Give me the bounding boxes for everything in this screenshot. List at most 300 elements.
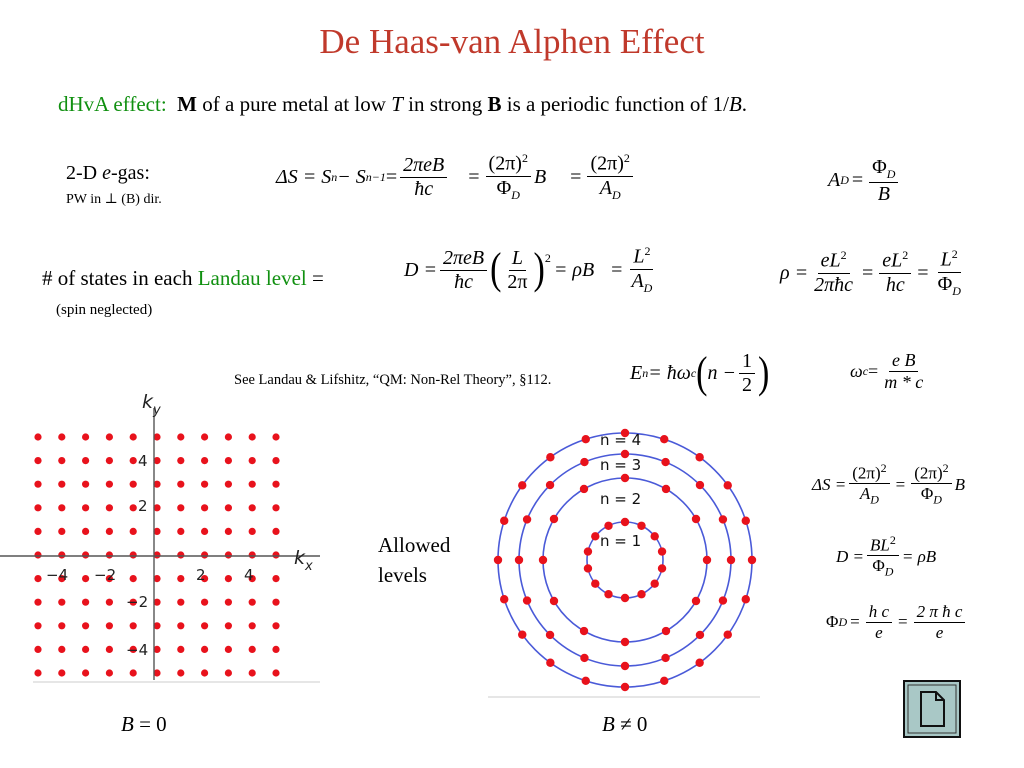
lattice-dot (201, 504, 208, 511)
lattice-dot (177, 504, 184, 511)
frac-2pieb-hbarc-2 (440, 247, 487, 294)
lattice-dot (34, 575, 41, 582)
side-rhob: = ρB (901, 546, 937, 566)
ytick-m4: −4 (126, 641, 149, 659)
lattice-dot (34, 457, 41, 464)
lattice-dot (272, 575, 279, 582)
lattice-dot (82, 575, 89, 582)
ring-dot (500, 595, 508, 603)
ring-dot (651, 579, 659, 587)
eq-d-e: D (643, 280, 653, 295)
ring-dot (591, 532, 599, 540)
intro-t4: . (741, 92, 748, 116)
eq-two-e: 2 (840, 248, 847, 263)
lattice-dot (106, 457, 113, 464)
eq-hc: hc (885, 274, 905, 297)
lattice-grid (34, 433, 279, 676)
allowed-levels-label (378, 530, 450, 590)
lattice-dot (272, 646, 279, 653)
lattice-dot (225, 433, 232, 440)
lattice-dot (34, 599, 41, 606)
landau-rings-plot (480, 420, 770, 710)
side-eq2a: = (850, 612, 860, 632)
lattice-dot (272, 551, 279, 558)
eq-c: c (690, 366, 697, 380)
document-icon[interactable] (903, 680, 961, 738)
ring-dot (523, 596, 531, 604)
eq-eq3: = (570, 165, 582, 188)
frac-2pi2-ad (587, 152, 632, 202)
lattice-dot (58, 433, 65, 440)
eq-eqc: = (917, 261, 929, 284)
ad-equation (828, 156, 901, 206)
ring-dot (651, 532, 659, 540)
omega-equation (850, 350, 929, 392)
intro-Bvar: B (728, 92, 742, 116)
frac-phid-b (869, 156, 898, 206)
lattice-dot (201, 669, 208, 676)
eq-two-d: 2 (644, 244, 651, 258)
ring-dot (661, 458, 669, 466)
ring-dot (584, 547, 592, 555)
intro-t3: is a periodic function of 1/ (501, 92, 729, 116)
eq-eqs: = (385, 165, 398, 188)
lattice-dot (225, 457, 232, 464)
ring-dot (604, 522, 612, 530)
kx-label (294, 547, 313, 574)
xtick-2: 2 (196, 566, 206, 584)
ring-dot (637, 522, 645, 530)
lattice-dot (130, 551, 137, 558)
eq-twopihbarc: 2πħc (814, 274, 854, 297)
side-frac-2pihbarc-e (914, 602, 966, 642)
lattice-dot (201, 433, 208, 440)
intro-t2: in strong (402, 92, 488, 116)
ring-label-n2: n = 2 (600, 490, 642, 508)
lattice-dot (82, 599, 89, 606)
lattice-dot (201, 646, 208, 653)
eq-bden: B (877, 182, 890, 205)
lattice-dot (201, 457, 208, 464)
lattice-dot (249, 646, 256, 653)
lattice-dot (201, 528, 208, 535)
lattice-dot (272, 528, 279, 535)
intro-t1: of a pure metal at low (197, 92, 392, 116)
lattice-dot (82, 622, 89, 629)
lattice-dot (58, 646, 65, 653)
side-two-c: 2 (889, 533, 896, 547)
side-ds: ΔS = (812, 474, 847, 494)
ring-dot (724, 481, 732, 489)
eq-two-f: 2 (902, 248, 909, 263)
ring-dot (660, 677, 668, 685)
landau-eq: = (306, 266, 324, 290)
lattice-dot (34, 646, 41, 653)
side-frac-hc-e (866, 602, 892, 642)
eq-en-sub: n (642, 366, 649, 380)
ring-dot (692, 515, 700, 523)
lattice-dot (177, 433, 184, 440)
lattice-dot (130, 457, 137, 464)
lattice-dot (201, 481, 208, 488)
lattice-dot (225, 551, 232, 558)
degeneracy-equation (404, 245, 658, 295)
allowed-line1: Allowed (378, 533, 451, 557)
frac-l-2pi (504, 247, 530, 294)
ky-label (142, 391, 161, 418)
ring-dot (580, 654, 588, 662)
ring-label-n1: n = 1 (600, 532, 642, 550)
frac-2pieb-hbarc (400, 154, 447, 201)
side-eq: = (895, 474, 906, 494)
eq-twopieb: 2πeB (400, 154, 447, 178)
lattice-dot (272, 622, 279, 629)
ring-dot (546, 481, 554, 489)
lattice-dot (82, 551, 89, 558)
ring-dot (660, 435, 668, 443)
ring-dot (661, 654, 669, 662)
kx-label-sub: x (305, 559, 313, 574)
eq-omega: ω (850, 360, 863, 381)
side-d: D (870, 492, 879, 507)
delta-s-equation (276, 152, 636, 202)
gas-line1b: e (102, 162, 111, 184)
eq-ad2: A (631, 269, 644, 292)
lattice-dot (272, 504, 279, 511)
lattice-dot (272, 457, 279, 464)
side-phi: Φ (826, 612, 839, 632)
lattice-dot (58, 669, 65, 676)
ring-dot (696, 631, 704, 639)
ring-dot (580, 458, 588, 466)
ring-dot (604, 590, 612, 598)
lattice-dot (106, 599, 113, 606)
lattice-dot (225, 669, 232, 676)
eq-n: n (331, 169, 338, 184)
ytick-4: 4 (138, 452, 148, 470)
ring-dot (748, 556, 756, 564)
side-e2: e (935, 622, 944, 642)
ring-dot (515, 556, 523, 564)
ring-dot (742, 517, 750, 525)
lattice-dot (106, 551, 113, 558)
lattice-dot (201, 599, 208, 606)
eq-eql: = (611, 258, 623, 281)
document-icon-graphic (903, 680, 961, 738)
lattice-dot (177, 481, 184, 488)
paren-close-2: ) (758, 348, 770, 397)
ring-dot (621, 474, 629, 482)
side-frac-2pi2-ad (849, 462, 889, 507)
side-b: B (954, 474, 965, 494)
frac-el2-2pihbarc (811, 249, 856, 297)
eq-omega-eq: = (868, 360, 879, 381)
ring-dot (695, 659, 703, 667)
energy-equation (630, 350, 769, 397)
eq-ad-lhs: A (828, 169, 841, 192)
lattice-dot (58, 504, 65, 511)
frac-l2-ad (628, 245, 655, 295)
ky-label-sub: y (153, 403, 161, 418)
eq-two-b: 2 (623, 151, 630, 165)
eq-n-minus: n − (707, 362, 736, 384)
ring-dot (580, 627, 588, 635)
ring-label-n4: n = 4 (600, 431, 642, 449)
ring-dot (692, 597, 700, 605)
lattice-dot (130, 433, 137, 440)
ring-dot (742, 595, 750, 603)
side-two-b: 2 (942, 461, 949, 475)
caption-left-var: B (121, 712, 134, 736)
eq-d-b: D (611, 187, 621, 202)
eq-c-b: c (862, 363, 869, 378)
rho-equation (780, 248, 967, 298)
side-d-c: D (884, 564, 894, 579)
eq-el2: eL (820, 250, 841, 273)
ring-dot (518, 630, 526, 638)
lattice-dot (249, 481, 256, 488)
ring-dot (494, 556, 502, 564)
lattice-dot (177, 551, 184, 558)
eq-rho: ρ = (780, 261, 809, 284)
frac-one-half (739, 350, 755, 397)
lattice-dot (177, 457, 184, 464)
ring-dot (518, 481, 526, 489)
paren-open-2: ( (696, 348, 708, 397)
lattice-dot (130, 622, 137, 629)
eq-mc: m * c (884, 371, 924, 392)
eq-d-d: D (886, 167, 896, 181)
ring-dot (546, 453, 554, 461)
eq-eqb: = (862, 261, 874, 284)
lattice-dot (34, 504, 41, 511)
kx-label-main: k (294, 547, 306, 569)
frac-l2-phid (935, 248, 964, 298)
lattice-dot (249, 457, 256, 464)
lattice-dot (106, 646, 113, 653)
ring-dot (727, 556, 735, 564)
eq-twopi2: 2π (507, 270, 528, 293)
side-ad: A (859, 484, 871, 504)
lattice-dot (249, 622, 256, 629)
eq-d-lhs: D = (404, 258, 437, 281)
gas-note: PW in ⊥ (B) dir. (66, 192, 162, 207)
lattice-dot (225, 646, 232, 653)
lattice-dot (82, 504, 89, 511)
lattice-dot (58, 551, 65, 558)
lattice-dot (249, 504, 256, 511)
lattice-dot (272, 481, 279, 488)
caption-right-rest: ≠ 0 (614, 712, 648, 736)
side-twopihc: 2 π ħ c (914, 602, 966, 623)
gas-line1c: -gas: (111, 162, 150, 184)
lattice-dot (58, 481, 65, 488)
frac-el2-hc (879, 249, 911, 297)
eq-two: 2 (521, 151, 528, 165)
ring-dot (546, 631, 554, 639)
lattice-dot (130, 504, 137, 511)
caption-left-rest: = 0 (133, 712, 167, 736)
side-phid2: Φ (872, 556, 885, 576)
eq-d: D (511, 187, 520, 202)
lattice-dot (177, 622, 184, 629)
eq-l2c: L (940, 248, 952, 271)
lattice-dot (225, 481, 232, 488)
eq-eq2: = (468, 165, 480, 188)
ring-dot (621, 662, 629, 670)
landau-level-text: Landau level (197, 266, 307, 290)
ring-dot (546, 659, 554, 667)
lattice-dot (201, 551, 208, 558)
ring-dot (523, 515, 531, 523)
paren-close: ) (533, 245, 545, 294)
lattice-plot (0, 380, 330, 690)
side-frac-bl2-phid (867, 534, 899, 579)
eq-d-f: D (952, 283, 961, 298)
lattice-dot (249, 433, 256, 440)
lattice-dot (106, 622, 113, 629)
side-degeneracy-equation (836, 534, 936, 579)
eq-d-c: D (840, 173, 849, 188)
eq-en-eq: = ħω (648, 362, 691, 384)
eq-twopi: (2π) (488, 152, 522, 175)
ring-dot (703, 556, 711, 564)
lattice-dot (82, 481, 89, 488)
ring-dot (719, 515, 727, 523)
intro-M: M (177, 92, 197, 116)
gas-label (66, 162, 150, 185)
eq-twohalf: 2 (742, 374, 752, 396)
ytick-m2: −2 (126, 593, 149, 611)
side-d-d: D (838, 614, 848, 629)
lattice-dot (106, 504, 113, 511)
lattice-dot (82, 669, 89, 676)
eq-ad: A (599, 176, 612, 199)
side-e: e (875, 622, 883, 642)
lattice-dot (34, 433, 41, 440)
ring-dot (662, 485, 670, 493)
eq-minus: − S (337, 165, 366, 188)
lattice-dot (225, 504, 232, 511)
landau-note: (spin neglected) (56, 302, 153, 318)
ring-dot (621, 638, 629, 646)
lattice-dot (106, 481, 113, 488)
frac-2pi2-phid (486, 152, 531, 202)
lattice-dot (249, 528, 256, 535)
lattice-dot (58, 457, 65, 464)
ring-dot (621, 683, 629, 691)
lattice-dot (130, 528, 137, 535)
lattice-dot (130, 575, 137, 582)
eq-two-c: 2 (544, 251, 551, 265)
lattice-dot (34, 669, 41, 676)
landau-label (42, 266, 324, 291)
lattice-dot (225, 622, 232, 629)
side-bl2: BL (870, 535, 890, 555)
lattice-dot (177, 669, 184, 676)
eq-two-g: 2 (951, 247, 958, 261)
ring-dot (621, 594, 629, 602)
lattice-dot (249, 551, 256, 558)
ring-dot (658, 547, 666, 555)
intro-lead: dHvA effect: (58, 92, 167, 116)
lattice-dot (201, 622, 208, 629)
side-flux-equation (826, 602, 968, 642)
side-delta-s-equation (812, 462, 965, 507)
ring-dot (582, 435, 590, 443)
eq-ds: ΔS = S (276, 165, 332, 188)
lattice-dot (130, 481, 137, 488)
caption-b-zero (121, 712, 167, 737)
ring-label-n3: n = 3 (600, 456, 642, 474)
lattice-dot (272, 433, 279, 440)
xtick-4: 4 (244, 566, 254, 584)
lattice-dot (34, 551, 41, 558)
ring-dot (591, 579, 599, 587)
intro-line (58, 92, 747, 117)
lattice-dot (58, 622, 65, 629)
eq-twopieb2: 2πeB (440, 247, 487, 271)
lattice-dot (225, 528, 232, 535)
side-twopi: (2π) (852, 463, 881, 483)
eq-eqa: = (851, 169, 864, 192)
ring-dot (550, 515, 558, 523)
eq-hbarc2: ħc (454, 270, 473, 293)
ring-dot (550, 597, 558, 605)
eq-phid3: Φ (937, 272, 953, 295)
eq-one: 1 (739, 350, 755, 374)
xtick-m2: −2 (94, 566, 117, 584)
side-hc: h c (866, 602, 892, 623)
lattice-dot (225, 599, 232, 606)
side-phid: Φ (920, 484, 934, 504)
lattice-dot (82, 528, 89, 535)
lattice-dot (177, 575, 184, 582)
side-d-b: D (933, 492, 942, 507)
lattice-dot (249, 599, 256, 606)
eq-hbarc: ħc (414, 177, 434, 200)
ring-dot (724, 630, 732, 638)
eq-phid-num: Φ (872, 156, 887, 178)
ytick-2: 2 (138, 497, 148, 515)
eq-en: E (630, 362, 643, 384)
lattice-dot (58, 528, 65, 535)
eq-l: L (509, 247, 526, 271)
lattice-dot (106, 669, 113, 676)
lattice-dot (34, 528, 41, 535)
eq-twopi-b: (2π) (590, 152, 624, 175)
reference-note: See Landau & Lifshitz, “QM: Non-Rel Theory”, §112. (234, 372, 552, 388)
lattice-dot (225, 575, 232, 582)
lattice-dot (106, 433, 113, 440)
eq-l2: L (633, 245, 645, 268)
lattice-dot (34, 481, 41, 488)
landau-text: # of states in each (42, 266, 198, 290)
lattice-dot (177, 646, 184, 653)
side-frac-2pi2-phid (911, 462, 951, 507)
caption-b-nonzero (602, 712, 647, 737)
ring-dot (695, 453, 703, 461)
ring-dot (539, 556, 547, 564)
lattice-dot (58, 599, 65, 606)
eq-nm1: n−1 (365, 169, 386, 184)
intro-B: B (487, 92, 502, 116)
caption-right-var: B (602, 712, 615, 736)
frac-eb-mc (881, 350, 926, 392)
ring-dot (719, 596, 727, 604)
gas-line1a: 2-D (66, 162, 103, 184)
lattice-dot (177, 528, 184, 535)
